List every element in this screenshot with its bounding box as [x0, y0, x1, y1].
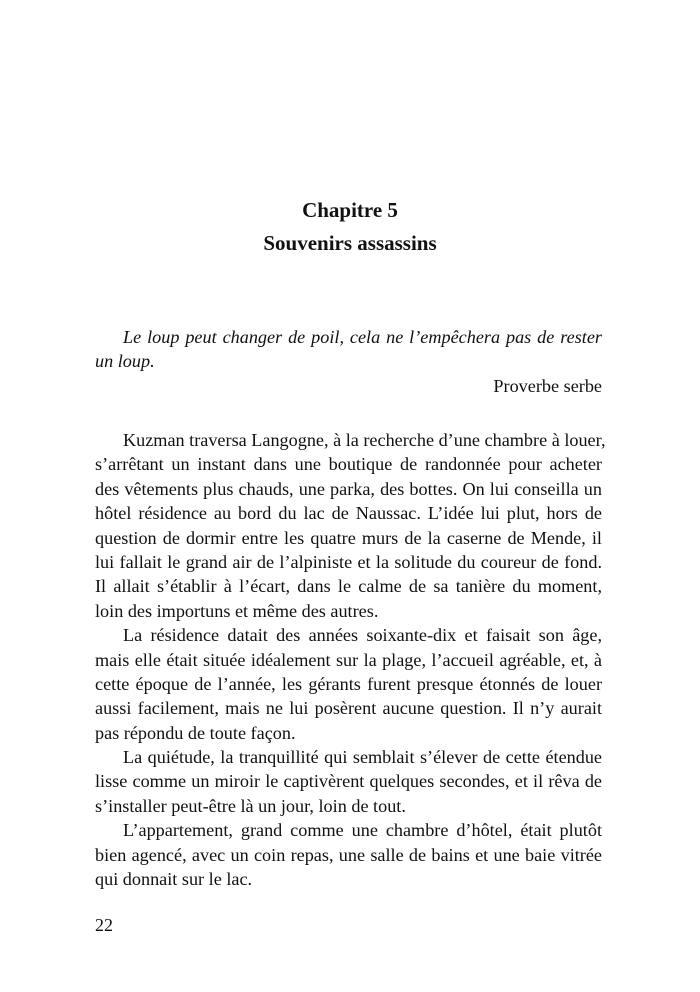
text-line: s’arrêtant un instant dans une boutique de randonnée pour acheter — [95, 454, 602, 475]
text-line: La résidence datait des années soixante-dix et faisait son âge, — [123, 625, 602, 646]
text-line: question de dormir entre les quatre murs de la caserne de Mende, il — [95, 527, 602, 548]
text-line: loin des importuns et même des autres. — [95, 600, 379, 621]
paragraph — [95, 428, 606, 623]
text-line: lui fallait le grand air de l’alpiniste et la solitude du coureur de fond. — [95, 551, 602, 572]
paragraph — [95, 745, 602, 818]
text-line: La quiétude, la tranquillité qui semblait s’élever de cette étendue — [123, 747, 602, 768]
text-line: s’installer peut-être là un jour, loin de tout. — [95, 795, 406, 816]
chapter-number: Chapitre 5 — [302, 198, 398, 222]
paragraph — [95, 818, 602, 891]
text-line: pas répondu de toute façon. — [95, 722, 296, 743]
text-line: des vêtements plus chauds, une parka, des bottes. On lui conseilla un — [95, 478, 602, 499]
text-line: L’appartement, grand comme une chambre d’hôtel, était plutôt — [123, 820, 602, 841]
text-line: mais elle était située idéalement sur la plage, l’accueil agréable, et, à — [95, 649, 602, 670]
body-text — [95, 428, 606, 891]
epigraph-line: Le loup peut changer de poil, cela ne l’empêchera pas de rester — [123, 327, 602, 347]
paragraph — [95, 623, 602, 745]
chapter-title: Souvenirs assassins — [263, 231, 437, 255]
text-line: Il allait s’établir à l’écart, dans le calme de sa tanière du moment, — [95, 576, 602, 597]
text-line: hôtel résidence au bord du lac de Naussac. L’idée lui plut, hors de — [95, 503, 602, 524]
epigraph — [95, 325, 602, 398]
epigraph-attribution: Proverbe serbe — [493, 375, 602, 396]
epigraph-line: un loup. — [95, 351, 155, 372]
text-line: cette époque de l’année, les gérants furent presque étonnés de louer — [95, 673, 602, 694]
text-line: lisse comme un miroir le captivèrent quelques secondes, et il rêva de — [95, 771, 602, 792]
page-number: 22 — [95, 915, 113, 935]
text-line: bien agencé, avec un coin repas, une salle de bains et une baie vitrée — [95, 844, 602, 865]
text-line: qui donnait sur le lac. — [95, 869, 253, 890]
text-line: Kuzman traversa Langogne, à la recherche d’une chambre à louer, — [123, 430, 606, 450]
text-line: aussi facilement, mais ne lui posèrent aucune question. Il n’y aurait — [95, 698, 602, 719]
